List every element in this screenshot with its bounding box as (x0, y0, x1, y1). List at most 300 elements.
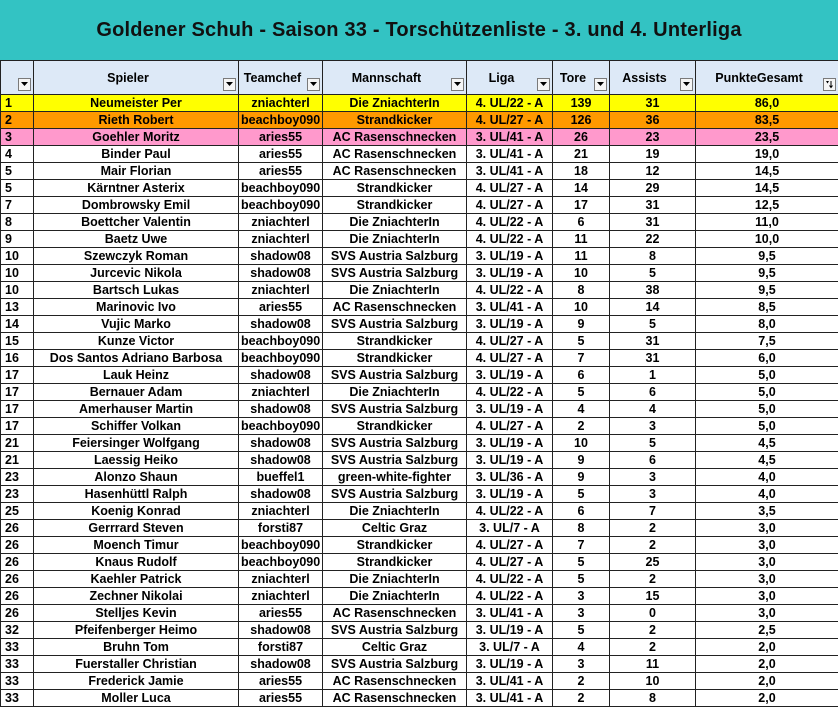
cell-spieler[interactable]: Kaehler Patrick (34, 571, 239, 588)
dropdown-arrow-icon[interactable] (594, 78, 607, 91)
cell-spieler[interactable]: Dos Santos Adriano Barbosa (34, 350, 239, 367)
cell-teamchef[interactable]: beachboy090 (239, 197, 323, 214)
cell-assists[interactable]: 8 (610, 690, 696, 707)
cell-assists[interactable]: 19 (610, 146, 696, 163)
cell-spieler[interactable]: Pfeifenberger Heimo (34, 622, 239, 639)
cell-liga[interactable]: 4. UL/22 - A (467, 282, 553, 299)
cell-liga[interactable]: 4. UL/22 - A (467, 588, 553, 605)
cell-rank[interactable]: 33 (1, 656, 34, 673)
table-row[interactable] (1, 452, 838, 469)
cell-punkte[interactable]: 10,0 (696, 231, 838, 248)
cell-spieler[interactable]: Jurcevic Nikola (34, 265, 239, 282)
cell-tore[interactable]: 11 (553, 248, 610, 265)
cell-tore[interactable]: 5 (553, 333, 610, 350)
cell-teamchef[interactable]: beachboy090 (239, 333, 323, 350)
cell-punkte[interactable]: 14,5 (696, 163, 838, 180)
cell-punkte[interactable]: 11,0 (696, 214, 838, 231)
cell-liga[interactable]: 3. UL/7 - A (467, 639, 553, 656)
cell-assists[interactable]: 12 (610, 163, 696, 180)
cell-punkte[interactable]: 2,0 (696, 656, 838, 673)
table-row[interactable] (1, 282, 838, 299)
cell-mannschaft[interactable]: Die ZniachterIn (323, 214, 467, 231)
cell-rank[interactable]: 26 (1, 537, 34, 554)
cell-spieler[interactable]: Knaus Rudolf (34, 554, 239, 571)
cell-rank[interactable]: 15 (1, 333, 34, 350)
table-row[interactable] (1, 639, 838, 656)
table-row[interactable] (1, 418, 838, 435)
cell-mannschaft[interactable]: SVS Austria Salzburg (323, 435, 467, 452)
cell-mannschaft[interactable]: SVS Austria Salzburg (323, 622, 467, 639)
cell-tore[interactable]: 18 (553, 163, 610, 180)
cell-rank[interactable]: 1 (1, 95, 34, 112)
cell-liga[interactable]: 4. UL/27 - A (467, 418, 553, 435)
cell-liga[interactable]: 4. UL/27 - A (467, 112, 553, 129)
cell-spieler[interactable]: Amerhauser Martin (34, 401, 239, 418)
dropdown-arrow-icon[interactable] (307, 78, 320, 91)
cell-assists[interactable]: 29 (610, 180, 696, 197)
table-row[interactable] (1, 197, 838, 214)
cell-mannschaft[interactable]: Strandkicker (323, 537, 467, 554)
table-row[interactable] (1, 554, 838, 571)
cell-liga[interactable]: 4. UL/27 - A (467, 350, 553, 367)
cell-rank[interactable]: 17 (1, 401, 34, 418)
table-row[interactable] (1, 367, 838, 384)
dropdown-arrow-icon[interactable] (680, 78, 693, 91)
cell-mannschaft[interactable]: Die ZniachterIn (323, 95, 467, 112)
table-row[interactable] (1, 503, 838, 520)
table-row[interactable] (1, 333, 838, 350)
cell-rank[interactable]: 10 (1, 282, 34, 299)
cell-assists[interactable]: 1 (610, 367, 696, 384)
cell-tore[interactable]: 8 (553, 520, 610, 537)
cell-teamchef[interactable]: beachboy090 (239, 554, 323, 571)
cell-tore[interactable]: 2 (553, 673, 610, 690)
cell-spieler[interactable]: Alonzo Shaun (34, 469, 239, 486)
table-row[interactable] (1, 146, 838, 163)
cell-liga[interactable]: 4. UL/27 - A (467, 554, 553, 571)
cell-mannschaft[interactable]: SVS Austria Salzburg (323, 265, 467, 282)
cell-punkte[interactable]: 8,0 (696, 316, 838, 333)
cell-rank[interactable]: 10 (1, 265, 34, 282)
cell-tore[interactable]: 26 (553, 129, 610, 146)
table-row[interactable] (1, 265, 838, 282)
sort-descending-icon[interactable] (823, 78, 836, 91)
cell-teamchef[interactable]: aries55 (239, 605, 323, 622)
cell-mannschaft[interactable]: SVS Austria Salzburg (323, 316, 467, 333)
cell-assists[interactable]: 31 (610, 95, 696, 112)
cell-assists[interactable]: 36 (610, 112, 696, 129)
cell-teamchef[interactable]: aries55 (239, 129, 323, 146)
cell-mannschaft[interactable]: Die ZniachterIn (323, 231, 467, 248)
cell-spieler[interactable]: Lauk Heinz (34, 367, 239, 384)
cell-punkte[interactable]: 4,0 (696, 486, 838, 503)
cell-teamchef[interactable]: shadow08 (239, 248, 323, 265)
cell-punkte[interactable]: 3,5 (696, 503, 838, 520)
cell-rank[interactable]: 5 (1, 163, 34, 180)
cell-tore[interactable]: 17 (553, 197, 610, 214)
cell-tore[interactable]: 10 (553, 265, 610, 282)
cell-teamchef[interactable]: shadow08 (239, 265, 323, 282)
cell-liga[interactable]: 3. UL/41 - A (467, 605, 553, 622)
cell-tore[interactable]: 10 (553, 299, 610, 316)
cell-assists[interactable]: 6 (610, 452, 696, 469)
cell-tore[interactable]: 5 (553, 486, 610, 503)
cell-spieler[interactable]: Fuerstaller Christian (34, 656, 239, 673)
table-row[interactable] (1, 605, 838, 622)
cell-punkte[interactable]: 3,0 (696, 571, 838, 588)
cell-rank[interactable]: 10 (1, 248, 34, 265)
table-row[interactable] (1, 537, 838, 554)
table-row[interactable] (1, 673, 838, 690)
cell-liga[interactable]: 4. UL/22 - A (467, 503, 553, 520)
cell-mannschaft[interactable]: Strandkicker (323, 350, 467, 367)
cell-assists[interactable]: 0 (610, 605, 696, 622)
cell-punkte[interactable]: 5,0 (696, 367, 838, 384)
cell-assists[interactable]: 31 (610, 214, 696, 231)
cell-assists[interactable]: 3 (610, 486, 696, 503)
cell-mannschaft[interactable]: AC Rasenschnecken (323, 146, 467, 163)
table-row[interactable] (1, 520, 838, 537)
cell-teamchef[interactable]: zniachterl (239, 571, 323, 588)
cell-assists[interactable]: 2 (610, 520, 696, 537)
table-row[interactable] (1, 129, 838, 146)
cell-teamchef[interactable]: zniachterl (239, 214, 323, 231)
cell-rank[interactable]: 4 (1, 146, 34, 163)
cell-liga[interactable]: 4. UL/27 - A (467, 333, 553, 350)
cell-teamchef[interactable]: zniachterl (239, 588, 323, 605)
cell-liga[interactable]: 4. UL/27 - A (467, 197, 553, 214)
table-row[interactable] (1, 486, 838, 503)
cell-teamchef[interactable]: aries55 (239, 163, 323, 180)
cell-teamchef[interactable]: shadow08 (239, 486, 323, 503)
table-row[interactable] (1, 690, 838, 707)
cell-teamchef[interactable]: shadow08 (239, 435, 323, 452)
cell-liga[interactable]: 4. UL/22 - A (467, 571, 553, 588)
cell-mannschaft[interactable]: Die ZniachterIn (323, 571, 467, 588)
cell-teamchef[interactable]: zniachterl (239, 384, 323, 401)
cell-tore[interactable]: 3 (553, 605, 610, 622)
cell-mannschaft[interactable]: SVS Austria Salzburg (323, 656, 467, 673)
cell-assists[interactable]: 38 (610, 282, 696, 299)
cell-mannschaft[interactable]: Strandkicker (323, 112, 467, 129)
cell-punkte[interactable]: 14,5 (696, 180, 838, 197)
cell-teamchef[interactable]: beachboy090 (239, 350, 323, 367)
cell-liga[interactable]: 4. UL/27 - A (467, 537, 553, 554)
cell-rank[interactable]: 21 (1, 435, 34, 452)
cell-teamchef[interactable]: aries55 (239, 673, 323, 690)
cell-spieler[interactable]: Boettcher Valentin (34, 214, 239, 231)
cell-punkte[interactable]: 2,0 (696, 639, 838, 656)
table-row[interactable] (1, 622, 838, 639)
cell-assists[interactable]: 7 (610, 503, 696, 520)
cell-punkte[interactable]: 8,5 (696, 299, 838, 316)
cell-mannschaft[interactable]: Die ZniachterIn (323, 588, 467, 605)
cell-rank[interactable]: 16 (1, 350, 34, 367)
cell-liga[interactable]: 3. UL/19 - A (467, 486, 553, 503)
cell-punkte[interactable]: 5,0 (696, 384, 838, 401)
cell-rank[interactable]: 5 (1, 180, 34, 197)
cell-punkte[interactable]: 9,5 (696, 248, 838, 265)
cell-rank[interactable]: 9 (1, 231, 34, 248)
cell-rank[interactable]: 2 (1, 112, 34, 129)
cell-rank[interactable]: 13 (1, 299, 34, 316)
cell-liga[interactable]: 4. UL/22 - A (467, 214, 553, 231)
table-row[interactable] (1, 571, 838, 588)
cell-rank[interactable]: 33 (1, 673, 34, 690)
dropdown-arrow-icon[interactable] (223, 78, 236, 91)
dropdown-arrow-icon[interactable] (537, 78, 550, 91)
cell-mannschaft[interactable]: SVS Austria Salzburg (323, 401, 467, 418)
cell-spieler[interactable]: Goehler Moritz (34, 129, 239, 146)
cell-assists[interactable]: 2 (610, 639, 696, 656)
cell-teamchef[interactable]: aries55 (239, 299, 323, 316)
cell-teamchef[interactable]: zniachterl (239, 231, 323, 248)
cell-liga[interactable]: 3. UL/19 - A (467, 401, 553, 418)
cell-liga[interactable]: 4. UL/22 - A (467, 95, 553, 112)
cell-liga[interactable]: 4. UL/22 - A (467, 384, 553, 401)
cell-mannschaft[interactable]: Strandkicker (323, 197, 467, 214)
cell-liga[interactable]: 3. UL/19 - A (467, 265, 553, 282)
cell-liga[interactable]: 4. UL/27 - A (467, 180, 553, 197)
cell-punkte[interactable]: 5,0 (696, 418, 838, 435)
cell-assists[interactable]: 25 (610, 554, 696, 571)
cell-assists[interactable]: 14 (610, 299, 696, 316)
cell-mannschaft[interactable]: SVS Austria Salzburg (323, 248, 467, 265)
cell-teamchef[interactable]: beachboy090 (239, 418, 323, 435)
cell-teamchef[interactable]: aries55 (239, 146, 323, 163)
cell-punkte[interactable]: 86,0 (696, 95, 838, 112)
cell-assists[interactable]: 31 (610, 333, 696, 350)
cell-tore[interactable]: 7 (553, 537, 610, 554)
table-row[interactable] (1, 401, 838, 418)
table-row[interactable] (1, 350, 838, 367)
cell-punkte[interactable]: 3,0 (696, 554, 838, 571)
cell-punkte[interactable]: 4,5 (696, 452, 838, 469)
cell-spieler[interactable]: Moench Timur (34, 537, 239, 554)
table-row[interactable] (1, 656, 838, 673)
cell-tore[interactable]: 6 (553, 503, 610, 520)
cell-rank[interactable]: 33 (1, 639, 34, 656)
cell-mannschaft[interactable]: SVS Austria Salzburg (323, 367, 467, 384)
cell-rank[interactable]: 8 (1, 214, 34, 231)
cell-tore[interactable]: 4 (553, 401, 610, 418)
cell-punkte[interactable]: 6,0 (696, 350, 838, 367)
cell-spieler[interactable]: Stelljes Kevin (34, 605, 239, 622)
cell-tore[interactable]: 139 (553, 95, 610, 112)
cell-liga[interactable]: 3. UL/19 - A (467, 656, 553, 673)
cell-tore[interactable]: 2 (553, 418, 610, 435)
cell-assists[interactable]: 3 (610, 469, 696, 486)
cell-spieler[interactable]: Binder Paul (34, 146, 239, 163)
cell-mannschaft[interactable]: SVS Austria Salzburg (323, 486, 467, 503)
cell-tore[interactable]: 5 (553, 554, 610, 571)
cell-spieler[interactable]: Bernauer Adam (34, 384, 239, 401)
cell-rank[interactable]: 17 (1, 418, 34, 435)
cell-rank[interactable]: 3 (1, 129, 34, 146)
cell-punkte[interactable]: 3,0 (696, 537, 838, 554)
cell-spieler[interactable]: Kunze Victor (34, 333, 239, 350)
table-row[interactable] (1, 95, 838, 112)
cell-mannschaft[interactable]: AC Rasenschnecken (323, 129, 467, 146)
cell-tore[interactable]: 21 (553, 146, 610, 163)
cell-spieler[interactable]: Marinovic Ivo (34, 299, 239, 316)
cell-teamchef[interactable]: zniachterl (239, 503, 323, 520)
table-row[interactable] (1, 435, 838, 452)
cell-assists[interactable]: 11 (610, 656, 696, 673)
cell-assists[interactable]: 15 (610, 588, 696, 605)
cell-liga[interactable]: 3. UL/19 - A (467, 367, 553, 384)
cell-liga[interactable]: 4. UL/22 - A (467, 231, 553, 248)
cell-assists[interactable]: 3 (610, 418, 696, 435)
cell-teamchef[interactable]: shadow08 (239, 367, 323, 384)
cell-mannschaft[interactable]: green-white-fighter (323, 469, 467, 486)
cell-spieler[interactable]: Bruhn Tom (34, 639, 239, 656)
cell-assists[interactable]: 31 (610, 197, 696, 214)
cell-spieler[interactable]: Hasenhüttl Ralph (34, 486, 239, 503)
cell-assists[interactable]: 8 (610, 248, 696, 265)
cell-tore[interactable]: 8 (553, 282, 610, 299)
cell-punkte[interactable]: 7,5 (696, 333, 838, 350)
cell-assists[interactable]: 31 (610, 350, 696, 367)
cell-tore[interactable]: 9 (553, 469, 610, 486)
cell-rank[interactable]: 23 (1, 469, 34, 486)
cell-punkte[interactable]: 9,5 (696, 282, 838, 299)
cell-spieler[interactable]: Kärntner Asterix (34, 180, 239, 197)
cell-spieler[interactable]: Bartsch Lukas (34, 282, 239, 299)
table-row[interactable] (1, 163, 838, 180)
cell-tore[interactable]: 6 (553, 367, 610, 384)
cell-rank[interactable]: 26 (1, 588, 34, 605)
cell-rank[interactable]: 25 (1, 503, 34, 520)
cell-punkte[interactable]: 2,5 (696, 622, 838, 639)
cell-tore[interactable]: 2 (553, 690, 610, 707)
cell-spieler[interactable]: Laessig Heiko (34, 452, 239, 469)
cell-assists[interactable]: 10 (610, 673, 696, 690)
cell-liga[interactable]: 3. UL/19 - A (467, 316, 553, 333)
cell-assists[interactable]: 22 (610, 231, 696, 248)
cell-spieler[interactable]: Szewczyk Roman (34, 248, 239, 265)
cell-spieler[interactable]: Feiersinger Wolfgang (34, 435, 239, 452)
cell-tore[interactable]: 4 (553, 639, 610, 656)
dropdown-arrow-icon[interactable] (451, 78, 464, 91)
cell-teamchef[interactable]: forsti87 (239, 520, 323, 537)
cell-mannschaft[interactable]: Die ZniachterIn (323, 384, 467, 401)
cell-tore[interactable]: 5 (553, 571, 610, 588)
cell-liga[interactable]: 3. UL/19 - A (467, 248, 553, 265)
cell-punkte[interactable]: 83,5 (696, 112, 838, 129)
cell-punkte[interactable]: 4,5 (696, 435, 838, 452)
cell-punkte[interactable]: 2,0 (696, 673, 838, 690)
cell-rank[interactable]: 14 (1, 316, 34, 333)
cell-mannschaft[interactable]: Strandkicker (323, 418, 467, 435)
cell-teamchef[interactable]: forsti87 (239, 639, 323, 656)
cell-teamchef[interactable]: shadow08 (239, 656, 323, 673)
cell-rank[interactable]: 26 (1, 571, 34, 588)
cell-mannschaft[interactable]: AC Rasenschnecken (323, 673, 467, 690)
cell-assists[interactable]: 23 (610, 129, 696, 146)
cell-punkte[interactable]: 23,5 (696, 129, 838, 146)
cell-spieler[interactable]: Zechner Nikolai (34, 588, 239, 605)
cell-tore[interactable]: 3 (553, 656, 610, 673)
cell-liga[interactable]: 3. UL/7 - A (467, 520, 553, 537)
cell-tore[interactable]: 9 (553, 452, 610, 469)
cell-mannschaft[interactable]: AC Rasenschnecken (323, 299, 467, 316)
table-row[interactable] (1, 214, 838, 231)
cell-spieler[interactable]: Moller Luca (34, 690, 239, 707)
cell-rank[interactable]: 21 (1, 452, 34, 469)
cell-punkte[interactable]: 9,5 (696, 265, 838, 282)
cell-tore[interactable]: 3 (553, 588, 610, 605)
table-row[interactable] (1, 588, 838, 605)
cell-mannschaft[interactable]: AC Rasenschnecken (323, 605, 467, 622)
cell-liga[interactable]: 3. UL/19 - A (467, 435, 553, 452)
cell-spieler[interactable]: Koenig Konrad (34, 503, 239, 520)
table-row[interactable] (1, 180, 838, 197)
cell-assists[interactable]: 5 (610, 435, 696, 452)
table-row[interactable] (1, 299, 838, 316)
cell-mannschaft[interactable]: Celtic Graz (323, 520, 467, 537)
cell-rank[interactable]: 26 (1, 520, 34, 537)
cell-punkte[interactable]: 12,5 (696, 197, 838, 214)
cell-spieler[interactable]: Rieth Robert (34, 112, 239, 129)
table-row[interactable] (1, 248, 838, 265)
cell-tore[interactable]: 9 (553, 316, 610, 333)
cell-mannschaft[interactable]: AC Rasenschnecken (323, 163, 467, 180)
cell-rank[interactable]: 17 (1, 384, 34, 401)
cell-tore[interactable]: 5 (553, 384, 610, 401)
cell-tore[interactable]: 5 (553, 622, 610, 639)
cell-mannschaft[interactable]: Celtic Graz (323, 639, 467, 656)
table-row[interactable] (1, 469, 838, 486)
cell-spieler[interactable]: Neumeister Per (34, 95, 239, 112)
cell-rank[interactable]: 33 (1, 690, 34, 707)
cell-punkte[interactable]: 19,0 (696, 146, 838, 163)
cell-rank[interactable]: 7 (1, 197, 34, 214)
table-row[interactable] (1, 316, 838, 333)
cell-liga[interactable]: 3. UL/41 - A (467, 690, 553, 707)
cell-teamchef[interactable]: shadow08 (239, 316, 323, 333)
table-row[interactable] (1, 112, 838, 129)
dropdown-arrow-icon[interactable] (18, 78, 31, 91)
cell-tore[interactable]: 6 (553, 214, 610, 231)
cell-assists[interactable]: 2 (610, 537, 696, 554)
cell-liga[interactable]: 3. UL/41 - A (467, 163, 553, 180)
cell-mannschaft[interactable]: Strandkicker (323, 333, 467, 350)
cell-teamchef[interactable]: shadow08 (239, 401, 323, 418)
cell-rank[interactable]: 32 (1, 622, 34, 639)
cell-spieler[interactable]: Schiffer Volkan (34, 418, 239, 435)
table-row[interactable] (1, 384, 838, 401)
cell-mannschaft[interactable]: Die ZniachterIn (323, 282, 467, 299)
cell-teamchef[interactable]: beachboy090 (239, 537, 323, 554)
cell-tore[interactable]: 14 (553, 180, 610, 197)
cell-liga[interactable]: 3. UL/19 - A (467, 622, 553, 639)
cell-mannschaft[interactable]: AC Rasenschnecken (323, 690, 467, 707)
cell-teamchef[interactable]: zniachterl (239, 282, 323, 299)
cell-rank[interactable]: 26 (1, 605, 34, 622)
cell-spieler[interactable]: Mair Florian (34, 163, 239, 180)
cell-assists[interactable]: 2 (610, 622, 696, 639)
cell-teamchef[interactable]: zniachterl (239, 95, 323, 112)
cell-tore[interactable]: 126 (553, 112, 610, 129)
cell-mannschaft[interactable]: Die ZniachterIn (323, 503, 467, 520)
cell-teamchef[interactable]: bueffel1 (239, 469, 323, 486)
cell-punkte[interactable]: 5,0 (696, 401, 838, 418)
cell-punkte[interactable]: 4,0 (696, 469, 838, 486)
cell-rank[interactable]: 23 (1, 486, 34, 503)
cell-assists[interactable]: 5 (610, 316, 696, 333)
cell-assists[interactable]: 2 (610, 571, 696, 588)
